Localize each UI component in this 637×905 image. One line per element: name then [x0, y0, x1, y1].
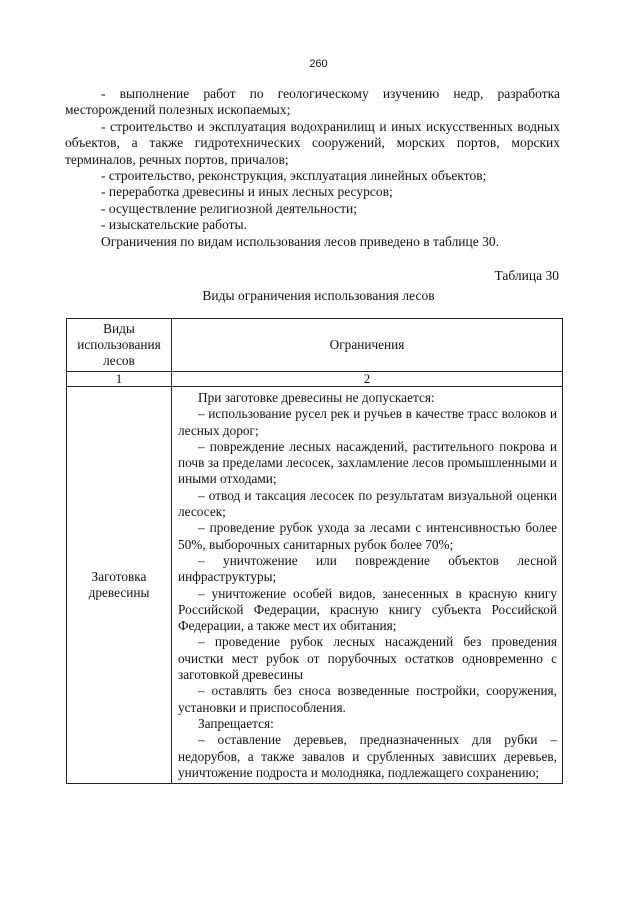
restriction-line: – использование русел рек и ручьев в качестве трасс волоков и лесных дорог;: [178, 406, 557, 438]
column-number-row: [67, 372, 563, 387]
restriction-line: – уничтожение или повреждение объектов лесной инфраструктуры;: [178, 552, 557, 585]
intro-paragraph: - осуществление религиозной деятельности;: [101, 200, 358, 216]
intro-paragraph: - выполнение работ по геологическому изучению недр, разработка месторождений полезных ископаемых;: [65, 86, 560, 118]
table-header-row: [67, 319, 563, 372]
restriction-line: – оставлять без сноса возведенные постройки, сооружения, установки и приспособления.: [178, 683, 557, 715]
table-caption: Виды ограничения использования лесов: [202, 288, 435, 303]
intro-paragraph: - строительство, реконструкция, эксплуатация линейных объектов;: [101, 168, 487, 184]
intro-paragraph: - строительство и эксплуатация водохранилищ и иных искусственных водных объектов, а также гидротехнических сооружений, морских портов, морских терминалов, речных портов, причалов;: [65, 118, 560, 167]
intro-text: [65, 86, 560, 250]
table-label: Таблица 30: [494, 268, 559, 283]
row-category: Заготовка древесины: [67, 387, 172, 784]
header-restrictions: Ограничения: [172, 319, 563, 372]
restriction-line: – отвод и таксация лесосек по результатам визуальной оценки лесосек;: [178, 487, 557, 520]
restriction-line: – проведение рубок лесных насаждений без проведения очистки мест рубок от порубочных остатков одновременно с заготовкой древесины: [178, 634, 557, 683]
restriction-line: – повреждение лесных насаждений, растительного покрова и почв за пределами лесосек, захламление лесов промышленными и иными отходами;: [178, 438, 557, 487]
restriction-line: – проведение рубок ухода за лесами с интенсивностью более 50%, выборочных санитарных рубок более 70%;: [178, 520, 557, 552]
intro-paragraph: Ограничения по видам использования лесов приведено в таблице 30.: [101, 233, 499, 249]
page-number: 260: [309, 58, 328, 70]
intro-paragraph: - изыскательские работы.: [101, 217, 247, 233]
restriction-line: Запрещается:: [198, 715, 274, 731]
table-row: [67, 387, 563, 784]
restriction-line: При заготовке древесины не допускается:: [198, 390, 435, 405]
intro-paragraph: - переработка древесины и иных лесных ресурсов;: [101, 184, 393, 200]
header-forest-use-types: Виды использования лесов: [67, 319, 172, 372]
restriction-line: – оставление деревьев, предназначенных для рубки – недорубов, а также завалов и срубленных зависших деревьев, уничтожение подроста и молодняка, подлежащего сохранению;: [178, 732, 557, 780]
row-restrictions: [172, 387, 563, 784]
column-number: 2: [172, 372, 563, 387]
restrictions-table: [66, 318, 563, 784]
restriction-line: – уничтожение особей видов, занесенных в красную книгу Российской Федерации, красную книгу субъекта Российской Федерации, а также мест их обитания;: [178, 585, 557, 634]
column-number: 1: [67, 372, 172, 387]
